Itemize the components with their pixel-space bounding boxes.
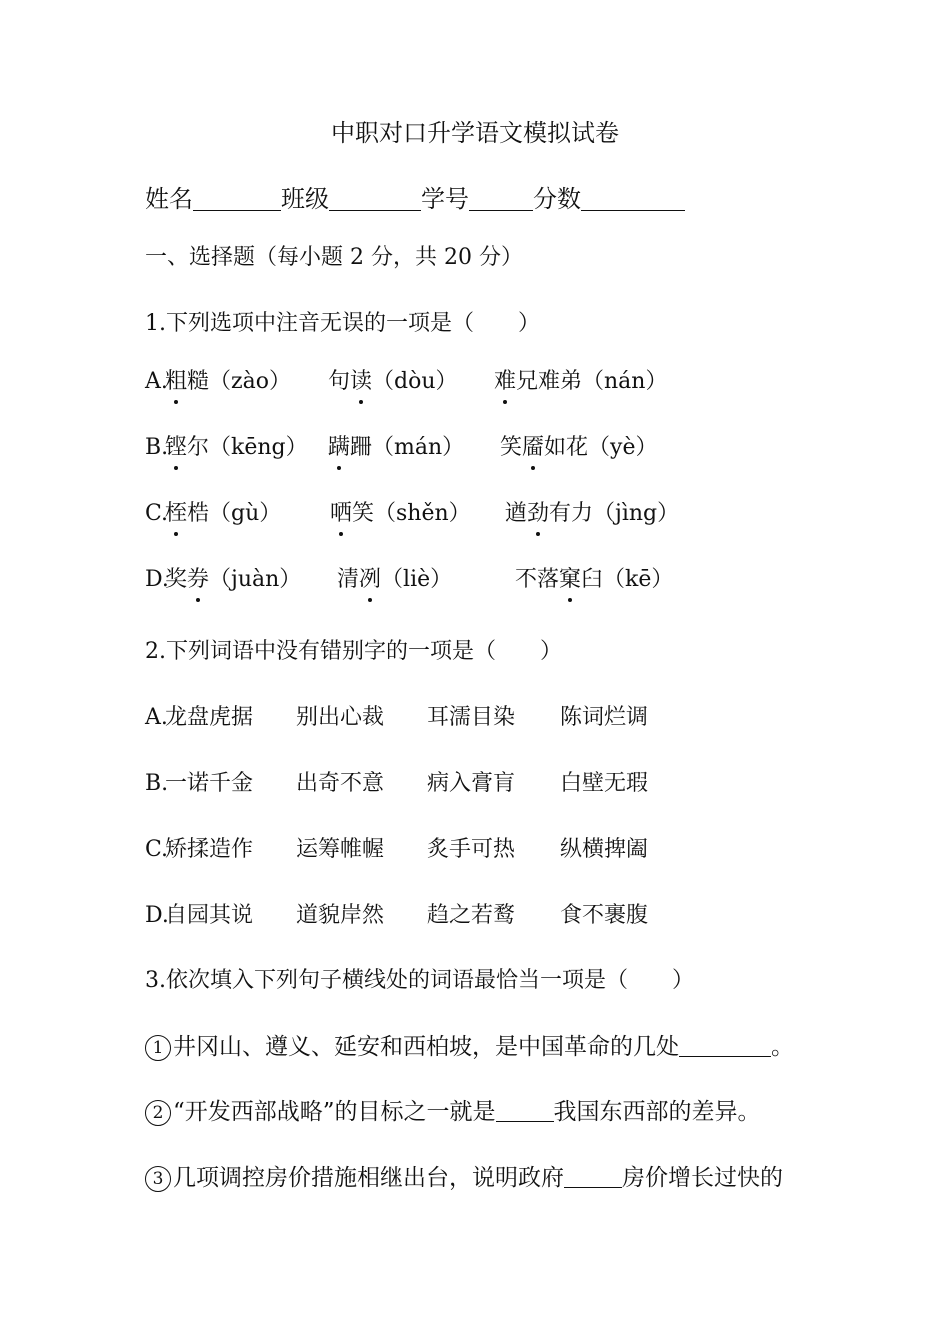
option-word: 耳濡目染 (427, 705, 516, 730)
option-label: D. (145, 567, 169, 592)
option-word: 出奇不意 (296, 771, 385, 796)
option-item: 粗糙（zào） (165, 367, 291, 397)
option-word: 别出心裁 (296, 705, 385, 730)
option-item: 遒劲有力（jìng） (505, 499, 679, 529)
circled-number: 1 (145, 1035, 171, 1061)
circled-number: 3 (145, 1166, 171, 1192)
circled-number: 2 (145, 1100, 171, 1126)
option-word: 病入膏肓 (427, 771, 516, 796)
option-word: 食不裹腹 (560, 903, 649, 928)
fill-blank (564, 1165, 622, 1188)
option-word: 陈词烂调 (560, 705, 649, 730)
option-word: 趋之若鹜 (427, 903, 516, 928)
fill-blank (496, 1099, 554, 1122)
option-word: 道貌岸然 (296, 903, 385, 928)
option-label: C. (145, 501, 169, 526)
name-blank (193, 186, 281, 211)
option-word: 一诺千金 (165, 771, 254, 796)
option-word: 纵横捭阖 (560, 837, 649, 862)
question-3-sentence-1: 1 井冈山、遵义、延安和西柏坡，是中国革命的几处 。 (145, 1032, 794, 1062)
number-blank (469, 186, 533, 211)
option-word: 炙手可热 (427, 837, 516, 862)
class-blank (329, 186, 421, 211)
student-info-line (145, 184, 685, 214)
question-2-stem: 2.下列词语中没有错别字的一项是（ ） (145, 639, 562, 664)
option-item: 奖券（juàn） (165, 565, 301, 595)
section-heading: 一、选择题（每小题 2 分，共 20 分） (145, 245, 523, 270)
option-word: 龙盘虎据 (165, 705, 254, 730)
option-item: 铿尔（kēng） (165, 433, 308, 463)
option-label: A. (145, 705, 168, 730)
score-blank (581, 186, 685, 211)
score-label: 分数 (533, 185, 581, 213)
option-label: D. (145, 903, 169, 928)
option-word: 矫揉造作 (165, 837, 254, 862)
question-3-stem: 3.依次填入下列句子横线处的词语最恰当一项是（ ） (145, 968, 694, 993)
option-label: B. (145, 435, 169, 460)
option-word: 运筹帷幄 (296, 837, 385, 862)
option-label: B. (145, 771, 169, 796)
option-item: 清冽（liè） (337, 565, 452, 595)
fill-blank (679, 1034, 771, 1057)
option-item: 难兄难弟（nán） (494, 367, 667, 397)
question-3-sentence-2: 2 “开发西部战略”的目标之一就是 我国东西部的差异。 (145, 1097, 761, 1127)
class-label: 班级 (281, 185, 329, 213)
option-word: 自园其说 (165, 903, 254, 928)
option-item: 句读（dòu） (328, 367, 458, 397)
option-label: C. (145, 837, 169, 862)
number-label: 学号 (421, 185, 469, 213)
option-item: 桎梏（gù） (165, 499, 281, 529)
option-item: 哂笑（shěn） (330, 499, 471, 529)
question-3-sentence-3: 3 几项调控房价措施相继出台，说明政府 房价增长过快的 (145, 1163, 783, 1193)
option-item: 不落窠臼（kē） (515, 565, 673, 595)
option-word: 白壁无瑕 (560, 771, 649, 796)
option-item: 蹒跚（mán） (328, 433, 464, 463)
option-label: A. (145, 369, 168, 394)
name-label: 姓名 (145, 185, 193, 213)
document-title: 中职对口升学语文模拟试卷 (331, 119, 619, 147)
question-1-stem: 1.下列选项中注音无误的一项是（ ） (145, 311, 540, 336)
option-item: 笑靥如花（yè） (500, 433, 657, 463)
